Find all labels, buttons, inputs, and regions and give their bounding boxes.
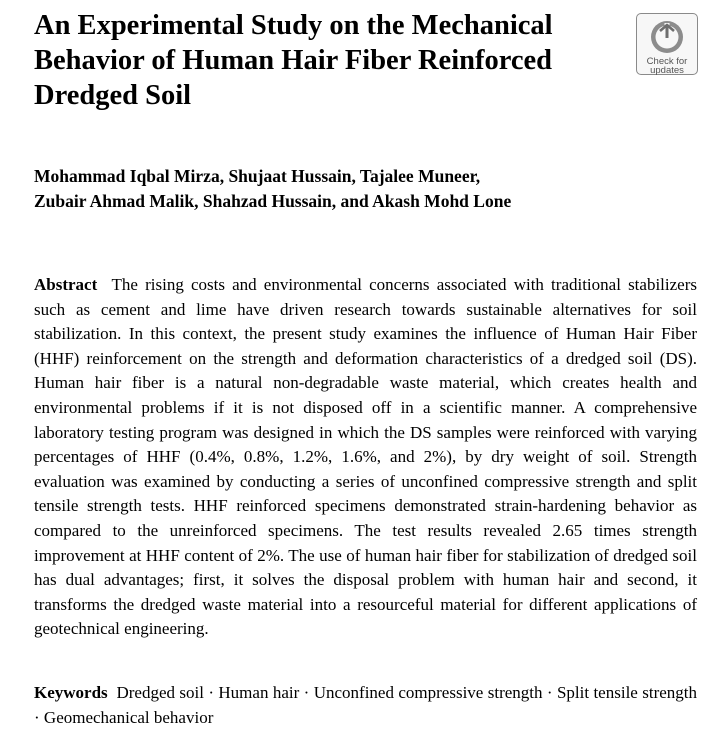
title-line-2: Behavior of Human Hair Fiber Reinforced [34, 45, 552, 76]
badge-text [637, 57, 697, 75]
abstract-body: The rising costs and environmental concerns associated with traditional stabilizers such as cement and lime have driven research towards sustainable alternatives for soil stabilization. In this context, the present study examines the influence of Human Hair Fiber (HHF) reinforcement on the strength and deformation characteristics of a dredged soil (DS). Human hair fiber is a natural non-degradable waste material, which creates health and environmental problems if it is not disposed off in a scientific manner. A comprehensive laboratory testing program was designed in which the DS samples were reinforced with varying percentages of HHF (0.4%, 0.8%, 1.2%, 1.6%, and 2%), by dry weight of soil. Strength evaluation was examined by conducting a series of unconfined compressive strength and split tensile strength tests. HHF reinforced specimens demonstrated strain-hardening behavior as compared to the unreinforced specimens. The test results revealed 2.65 times strength improvement at HHF content of 2%. The use of human hair fiber for stabilization of dredged soil has dual advantages; first, it solves the disposal problem with human hair and second, it transforms the dredged waste material into a resourceful material for different applications of geotechnical engineering. [34, 275, 697, 639]
abstract [34, 273, 697, 642]
abstract-label: Abstract [34, 275, 98, 294]
badge-text-line-2: updates [650, 65, 684, 76]
authors-line-2: Zubair Ahmad Malik, Shahzad Hussain, and Akash Mohd Lone [34, 191, 512, 211]
check-for-updates-icon [649, 19, 685, 55]
title-line-1: An Experimental Study on the Mechanical [34, 10, 553, 41]
keywords [34, 681, 697, 730]
keywords-label: Keywords [34, 683, 108, 702]
paper-title [34, 8, 624, 113]
author-list [34, 164, 634, 214]
authors-line-1: Mohammad Iqbal Mirza, Shujaat Hussain, Tajalee Muneer, [34, 166, 481, 186]
badge-text-line-1: Check for [646, 56, 688, 67]
title-line-3: Dredged Soil [34, 80, 192, 111]
keywords-body: Dredged soil · Human hair · Unconfined compressive strength · Split tensile strength · Geomechanical behavior [34, 683, 697, 727]
check-for-updates-badge[interactable] [636, 13, 698, 75]
